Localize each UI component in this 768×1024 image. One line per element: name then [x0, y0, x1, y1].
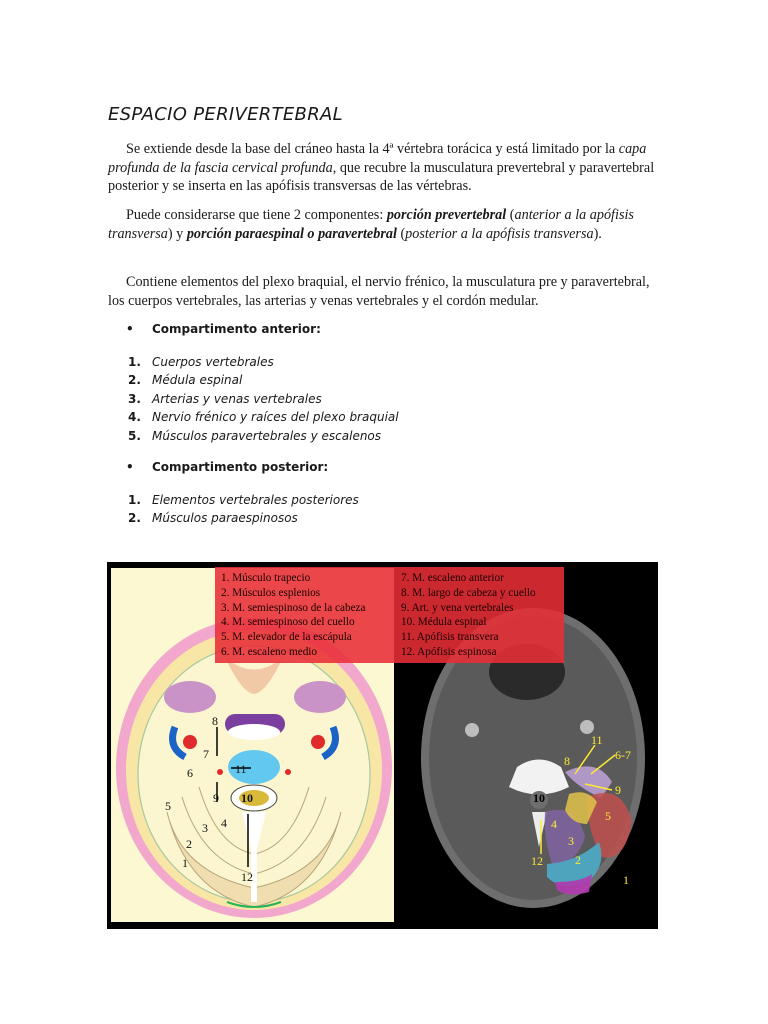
paragraph-text: ) y — [167, 225, 187, 242]
list-posterior — [128, 491, 359, 528]
paragraph-text: ( — [506, 207, 515, 223]
bullet-dot: • — [126, 322, 134, 336]
parotid-gland-right — [294, 681, 346, 713]
list-anterior — [128, 353, 399, 445]
label-8: 8 — [212, 714, 218, 728]
list-text: Nervio frénico y raíces del plexo braquial — [152, 410, 399, 425]
label-6: 6 — [187, 766, 193, 780]
list-item — [128, 408, 399, 426]
neck-diagram — [116, 618, 392, 918]
bullet-posterior — [126, 460, 328, 474]
parotid-gland-left — [164, 681, 216, 713]
bullet-anterior — [126, 322, 321, 336]
paragraph-emphasis: posterior a la apófisis transversa — [405, 225, 594, 242]
label-9: 9 — [213, 791, 219, 805]
list-number: 1. — [128, 355, 141, 369]
paragraph-emphasis: anterior a la apófisis transversa — [108, 207, 634, 242]
list-item — [128, 509, 359, 527]
paragraph-strong: porción prevertebral — [386, 207, 507, 223]
legend-item: 9. Art. y vena vertebrales — [401, 601, 514, 614]
bullet-heading: Compartimento posterior: — [152, 460, 329, 474]
label-3: 3 — [202, 821, 208, 835]
list-text: Músculos paravertebrales y escalenos — [152, 428, 382, 443]
paragraph-text: ). — [593, 225, 602, 242]
carotid-artery-right — [311, 735, 325, 749]
legend-item: 11. Apófisis transvera — [401, 631, 499, 644]
paragraph-text: , que recubre la musculatura prevertebral y paravertebral posterior y se inserta en las apófisis transversas de las vértebras. — [108, 159, 655, 195]
ct-label-5: 5 — [605, 809, 611, 823]
legend-item: 3. M. semiespinoso de la cabeza — [221, 601, 366, 614]
legend-item: 7. M. escaleno anterior — [401, 572, 504, 584]
label-11: 11 — [235, 762, 247, 776]
label-1: 1 — [182, 856, 188, 870]
list-number: 1. — [128, 493, 141, 507]
legend-item: 8. M. largo de cabeza y cuello — [401, 586, 536, 599]
paragraph-components — [108, 206, 656, 243]
ct-label-1: 1 — [623, 873, 629, 887]
list-text: Músculos paraespinosos — [152, 511, 298, 526]
ct-label-8: 8 — [564, 754, 570, 768]
page-title: ESPACIO PERIVERTEBRAL — [108, 104, 343, 125]
ct-label-3: 3 — [568, 834, 574, 848]
list-text: Médula espinal — [152, 373, 243, 388]
legend-item: 12. Apófisis espinosa — [401, 645, 497, 658]
ct-label-9: 9 — [615, 783, 621, 797]
list-text: Cuerpos vertebrales — [152, 355, 274, 369]
label-12: 12 — [241, 870, 253, 884]
anatomy-figure — [107, 562, 658, 929]
list-item — [128, 371, 399, 389]
paragraph-text: Puede considerarse que tiene 2 componentes: — [126, 207, 387, 223]
label-4: 4 — [221, 816, 227, 830]
paragraph-definition — [108, 140, 656, 196]
legend-item: 1. Músculo trapecio — [221, 572, 311, 584]
legend-item: 4. M. semiespinoso del cuello — [221, 616, 355, 629]
label-7: 7 — [203, 747, 209, 761]
label-2: 2 — [186, 837, 192, 851]
list-number: 5. — [128, 428, 141, 443]
ct-label-11: 11 — [591, 733, 603, 747]
list-number: 2. — [128, 511, 141, 526]
ct-label-2: 2 — [575, 853, 581, 867]
paragraph-contents: Contiene elementos del plexo braquial, el nervio frénico, la musculatura pre y paravertebral, los cuerpos vertebrales, las arterias y venas vertebrales y el cordón medular. — [108, 274, 650, 309]
ct-label-10: 10 — [533, 791, 545, 805]
legend-item: 2. Músculos esplenios — [221, 586, 321, 599]
legend-item: 5. M. elevador de la escápula — [221, 631, 352, 644]
list-number: 4. — [128, 410, 141, 425]
legend-item: 6. M. escaleno medio — [221, 645, 318, 658]
legend-column-left — [221, 571, 365, 660]
list-item — [128, 427, 399, 445]
ct-label-6-7: 6-7 — [615, 748, 631, 762]
list-text: Arterias y venas vertebrales — [152, 391, 322, 406]
paragraph-strong: porción paraespinal o paravertebral — [186, 225, 397, 242]
vertebral-artery-right — [285, 769, 291, 775]
list-text: Elementos vertebrales posteriores — [152, 493, 359, 507]
list-item — [128, 491, 359, 509]
list-number: 2. — [128, 373, 141, 388]
prevertebral-fascia — [228, 724, 280, 740]
label-10: 10 — [241, 791, 253, 805]
paragraph-emphasis: capa profunda de la fascia cervical profunda — [108, 141, 647, 176]
legend-column-right — [401, 571, 536, 660]
bullet-heading: Compartimento anterior: — [152, 322, 321, 336]
list-item — [128, 390, 399, 408]
list-item — [128, 353, 399, 371]
paragraph-text: ( — [396, 225, 406, 242]
vertebral-artery-left — [217, 769, 223, 775]
paragraph-text: Se extiende desde la base del cráneo hasta la 4ª vértebra torácica y está limitado por la — [126, 141, 619, 157]
label-5: 5 — [165, 799, 171, 813]
bullet-dot: • — [126, 460, 134, 474]
ct-vessel-right — [580, 720, 594, 734]
carotid-artery-left — [183, 735, 197, 749]
legend-item: 10. Médula espinal — [401, 616, 487, 629]
ct-label-4: 4 — [551, 817, 557, 831]
ct-vessel-left — [465, 723, 479, 737]
ct-label-12: 12 — [531, 854, 543, 868]
figure-legend — [215, 567, 564, 663]
list-number: 3. — [128, 391, 141, 406]
